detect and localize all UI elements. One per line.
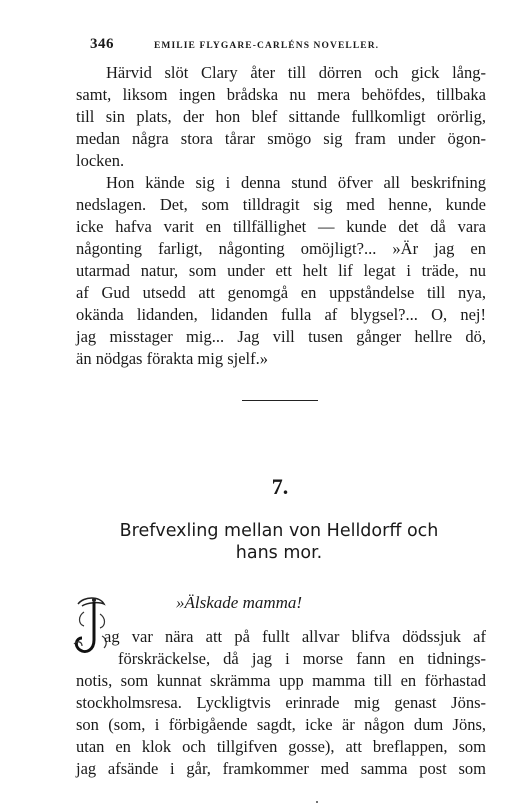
paragraph-line: än nödgas förakta mig sjelf.»	[76, 349, 268, 368]
paragraph-line: okända lidanden, lidanden fulla af blygsel?... O, nej!	[76, 305, 486, 324]
paragraph-line: utarmad natur, som under ett helt lif legat i träde, nu	[76, 261, 486, 280]
paragraph-line: till sin plats, der hon blef sittande fullkomligt orörlig,	[76, 107, 486, 126]
chapter-title-line: hans mor.	[235, 543, 323, 563]
page-speck	[316, 801, 318, 803]
letter-line: utan en klok och tillgifven gosse), att breflappen, som	[76, 737, 486, 756]
page-number: 346	[90, 36, 114, 52]
paragraph-line: någonting farligt, någonting omöjligt?... »Är jag en	[76, 239, 486, 258]
paragraph-line: icke hafva varit en tillfällighet — kunde det då vara	[76, 217, 486, 236]
paragraph-line: samt, liksom ingen brådska nu mera behöfdes, tillbaka	[76, 85, 486, 104]
letter-line: son (som, i förbigående sagdt, icke är någon dum Jöns,	[76, 715, 486, 734]
letter-line: stockholmsresa. Lyckligtvis erinrade mig genast Jöns-	[76, 693, 486, 712]
running-header	[90, 36, 410, 54]
letter-line: ag var nära att på fullt allvar blifva dödssjuk af	[104, 627, 486, 646]
paragraph-line: medan några stora tårar smögo sig fram under ögon-	[76, 129, 486, 148]
letter-line: notis, som kunnat skrämma upp mamma till en förhastad	[76, 671, 486, 690]
chapter-title-line: Brefvexling mellan von Helldorff och	[119, 521, 439, 541]
chapter-number: 7.	[271, 474, 289, 499]
paragraph-line: nedslagen. Det, som tilldragit sig med henne, kunde	[76, 195, 486, 214]
paragraph-line: jag misstager mig... Jag vill tusen gånger hellre dö,	[76, 327, 486, 346]
paragraph-line: Härvid slöt Clary åter till dörren och gick lång-	[106, 63, 486, 82]
paragraph-line: locken.	[76, 151, 125, 170]
section-divider	[242, 400, 318, 401]
letter-line: jag afsände i går, framkommer med samma post som	[76, 759, 486, 778]
running-title: EMILIE FLYGARE-CARLÉNS NOVELLER.	[154, 41, 380, 51]
letter-salutation: »Älskade mamma!	[176, 593, 303, 612]
letter-line: förskräckelse, då jag i morse fann en tidnings-	[118, 649, 486, 668]
chapter-title	[106, 520, 452, 564]
paragraph-line: Hon kände sig i denna stund öfver all beskrifning	[106, 173, 486, 192]
paragraph-line: af Gud utsedd att genomgå en uppståndelse till nya,	[76, 283, 486, 302]
